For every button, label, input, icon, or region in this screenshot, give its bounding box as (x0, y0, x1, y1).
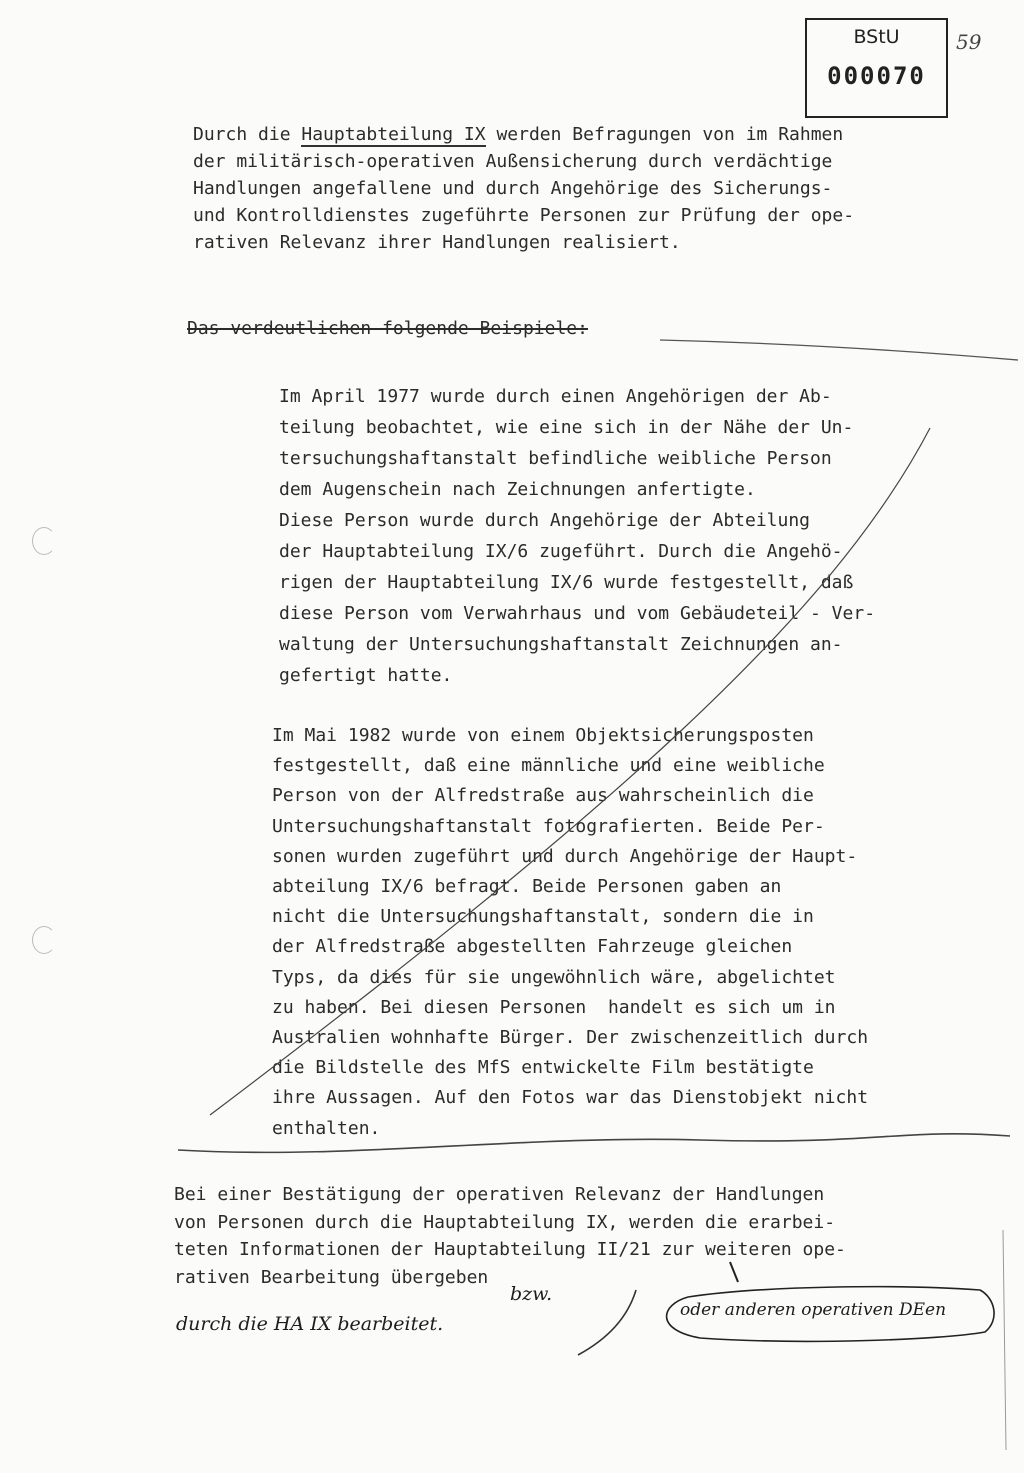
example1-line: rigen der Hauptabteilung IX/6 wurde festgestellt, daß (279, 572, 854, 593)
separator-wave-line (178, 1134, 1010, 1153)
intro-line-suffix: werden Befragungen von im Rahmen (485, 124, 844, 145)
stamp-number: 000070 (827, 62, 926, 90)
heading-strike-tail (660, 340, 1018, 360)
intro-line: rativen Relevanz ihrer Handlungen realisiert. (193, 232, 681, 253)
example2-line: nicht die Untersuchungshaftanstalt, sondern die in (272, 906, 814, 928)
example1-line: tersuchungshaftanstalt befindliche weibliche Person (279, 448, 832, 469)
intro-underlined: Hauptabteilung IX (301, 124, 486, 145)
conclusion-line: rativen Bearbeitung übergeben (174, 1266, 489, 1288)
example2-line: der Alfredstraße abgestellten Fahrzeuge gleichen (272, 936, 793, 958)
intro-line: Handlungen angefallene und durch Angehörige des Sicherungs- (193, 178, 833, 199)
example2-line: festgestellt, daß eine männliche und eine weibliche (272, 755, 825, 777)
handwritten-insert: bzw. (510, 1283, 553, 1305)
example2-line: Untersuchungshaftanstalt fotografierten. Beide Per- (272, 815, 825, 837)
examples-heading-text: Das verdeutlichen folgende Beispiele: (187, 318, 588, 339)
example1-line: gefertigt hatte. (279, 665, 453, 686)
example2-line: abteilung IX/6 befragt. Beide Personen gaben an (272, 876, 782, 898)
intro-line: und Kontrolldienstes zugeführte Personen zur Prüfung der ope- (193, 205, 855, 226)
example1-line: teilung beobachtet, wie eine sich in der Nähe der Un- (279, 417, 854, 438)
example2-line: die Bildstelle des MfS entwickelte Film bestätigte (272, 1057, 814, 1079)
diagonal-strike-line (210, 428, 930, 1115)
example1-line: waltung der Untersuchungshaftanstalt Zeichnungen an- (279, 634, 843, 655)
example2-line: sonen wurden zugeführt und durch Angehörige der Haupt- (272, 845, 858, 867)
example2-line: Australien wohnhafte Bürger. Der zwischenzeitlich durch (272, 1027, 869, 1049)
example2-line: ihre Aussagen. Auf den Fotos war das Dienstobjekt nicht (272, 1087, 869, 1109)
example2-line: enthalten. (272, 1117, 381, 1139)
conclusion-line: von Personen durch die Hauptabteilung IX, werden die erarbei- (174, 1211, 836, 1233)
example1-line: dem Augenschein nach Zeichnungen anfertigte. (279, 479, 756, 500)
example2-line: Person von der Alfredstraße aus wahrscheinlich die (272, 785, 814, 807)
intro-line: der militärisch-operativen Außensicherung durch verdächtige (193, 151, 833, 172)
example1-line: Diese Person wurde durch Angehörige der Abteilung (279, 510, 811, 531)
handwritten-boxed-note: oder anderen operativen DEen (680, 1300, 947, 1320)
example1-line: diese Person vom Verwahrhaus und vom Gebäudeteil - Ver- (279, 603, 876, 624)
handwritten-line: durch die HA IX bearbeitet. (176, 1313, 444, 1335)
stamp-label: BStU (853, 26, 900, 48)
handwritten-bracket (578, 1290, 636, 1355)
example2-line: zu haben. Bei diesen Personen handelt es sich um in (272, 996, 836, 1018)
handwritten-note-circle (667, 1287, 994, 1342)
example1-line: Im April 1977 wurde durch einen Angehörigen der Ab- (279, 386, 832, 407)
example2-line: Typs, da dies für sie ungewöhnlich wäre, abgelichtet (272, 966, 836, 988)
insertion-mark (730, 1262, 738, 1282)
example2-line: Im Mai 1982 wurde von einem Objektsicherungsposten (272, 725, 814, 746)
conclusion-line: teten Informationen der Hauptabteilung II/21 zur weiteren ope- (174, 1239, 846, 1260)
example1-line: der Hauptabteilung IX/6 zugeführt. Durch die Angehö- (279, 541, 843, 562)
conclusion-line: Bei einer Bestätigung der operativen Relevanz der Handlungen (174, 1184, 825, 1205)
page-number: 59 (956, 30, 982, 54)
page-edge-line (1003, 1230, 1006, 1450)
intro-line-prefix: Durch die (193, 124, 302, 145)
